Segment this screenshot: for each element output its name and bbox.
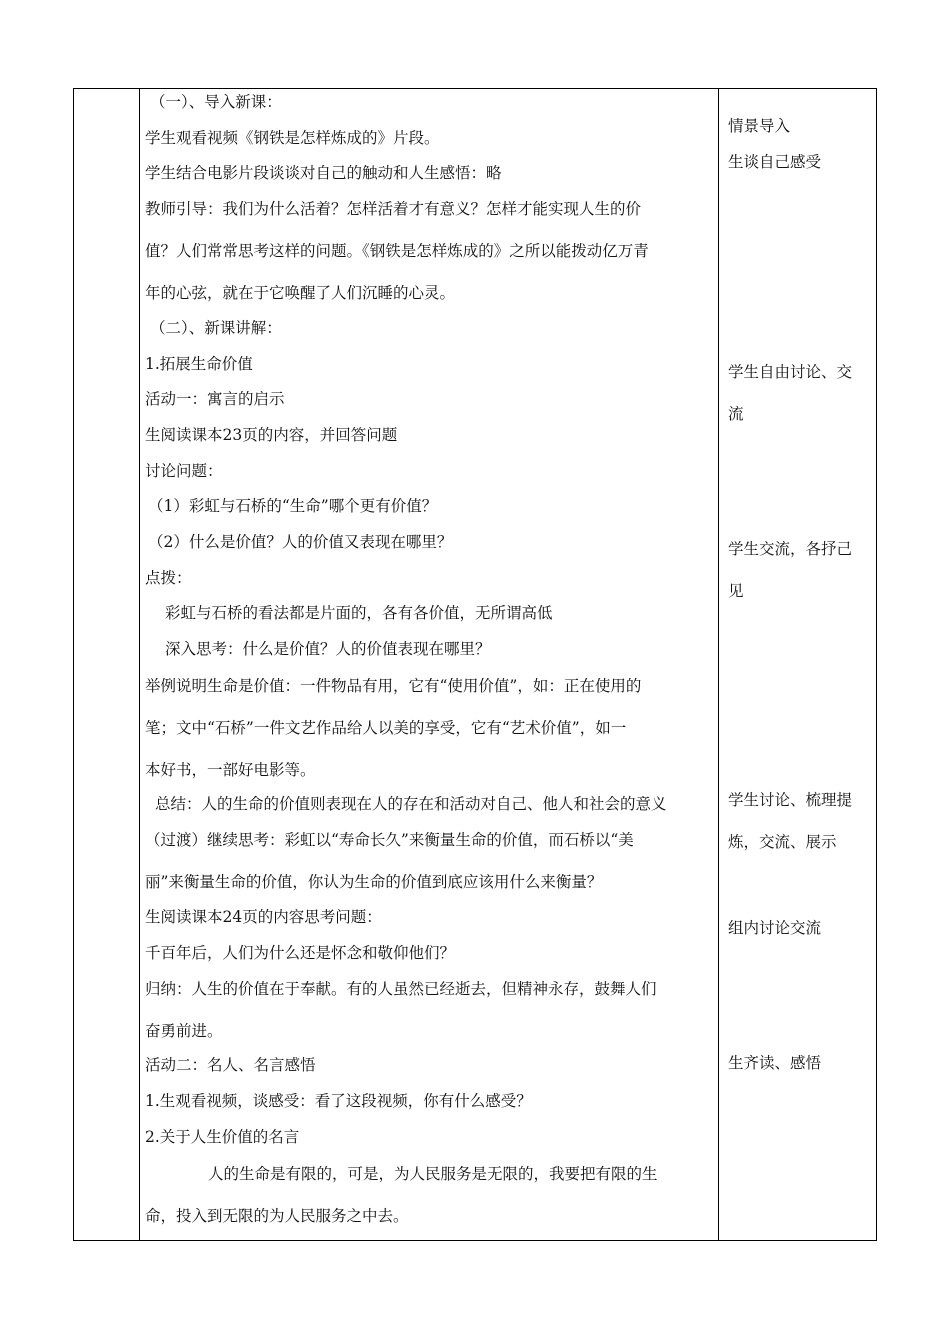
quote-line: 人的生命是有限的，可是，为人民服务是无限的，我要把有限的生 [208, 1165, 658, 1183]
section-heading: （二）、新课讲解： [150, 319, 282, 337]
table-right-border [876, 88, 877, 1241]
quote-line: 命，投入到无限的为人民服务之中去。 [145, 1207, 409, 1225]
text-line: 讨论问题： [145, 462, 223, 480]
text-line: 奋勇前进。 [145, 1022, 223, 1040]
text-line: 本好书，一部好电影等。 [145, 761, 316, 779]
note-line: 见 [728, 582, 744, 600]
text-line: 生阅读课本24页的内容思考问题： [145, 908, 382, 926]
text-line: 教师引导：我们为什么活着？怎样活着才有意义？怎样才能实现人生的价 [145, 200, 642, 218]
text-line: 点拨： [145, 569, 192, 587]
text-line: 年的心弦，就在于它唤醒了人们沉睡的心灵。 [145, 284, 456, 302]
note-line: 学生自由讨论、交 [728, 363, 853, 381]
text-line: 活动二：名人、名言感悟 [145, 1056, 316, 1074]
text-line: 丽”来衡量生命的价值，你认为生命的价值到底应该用什么来衡量？ [145, 873, 603, 891]
text-line: 总结：人的生命的价值则表现在人的存在和活动对自己、他人和社会的意义 [155, 795, 667, 813]
text-line: 1.拓展生命价值 [145, 355, 253, 373]
note-line: 生谈自己感受 [728, 153, 822, 171]
note-line: 炼，交流、展示 [728, 833, 837, 851]
text-line: 学生结合电影片段谈谈对自己的触动和人生感悟：略 [145, 164, 502, 182]
text-line: 归纳：人生的价值在于奉献。有的人虽然已经逝去，但精神永存，鼓舞人们 [145, 980, 657, 998]
text-line: 2.关于人生价值的名言 [145, 1128, 300, 1146]
note-line: 学生交流，各抒己 [728, 540, 853, 558]
note-line: 情景导入 [728, 117, 791, 135]
note-line: 生齐读、感悟 [728, 1054, 822, 1072]
text-line: 活动一：寓言的启示 [145, 390, 285, 408]
text-line: 举例说明生命是价值：一件物品有用，它有“使用价值”，如：正在使用的 [145, 677, 642, 695]
table-top-border [73, 88, 877, 89]
column-divider-1 [139, 88, 140, 1241]
text-line: （2）什么是价值？人的价值又表现在哪里？ [148, 533, 453, 551]
text-line: 彩虹与石桥的看法都是片面的，各有各价值，无所谓高低 [165, 604, 553, 622]
note-line: 流 [728, 405, 744, 423]
table-bottom-border [73, 1240, 877, 1241]
section-heading: （一）、导入新课： [150, 93, 282, 111]
text-line: 值？人们常常思考这样的问题。《钢铁是怎样炼成的》之所以能拨动亿万青 [145, 242, 649, 260]
table-left-border [73, 88, 74, 1241]
text-line: 深入思考：什么是价值？人的价值表现在哪里？ [165, 640, 491, 658]
text-line: 1.生观看视频，谈感受：看了这段视频，你有什么感受？ [145, 1092, 532, 1110]
text-line: （过渡）继续思考：彩虹以“寿命长久”来衡量生命的价值，而石桥以“美 [145, 831, 634, 849]
text-line: 笔；文中“石桥”一件文艺作品给人以美的享受，它有“艺术价值”，如一 [145, 719, 627, 737]
text-line: 千百年后，人们为什么还是怀念和敬仰他们？ [145, 944, 456, 962]
text-line: （1）彩虹与石桥的“生命”哪个更有价值？ [148, 497, 438, 515]
note-line: 组内讨论交流 [728, 919, 822, 937]
text-line: 学生观看视频《钢铁是怎样炼成的》片段。 [145, 129, 440, 147]
note-line: 学生讨论、梳理提 [728, 791, 853, 809]
text-line: 生阅读课本23页的内容，并回答问题 [145, 426, 398, 444]
column-divider-2 [718, 88, 719, 1241]
